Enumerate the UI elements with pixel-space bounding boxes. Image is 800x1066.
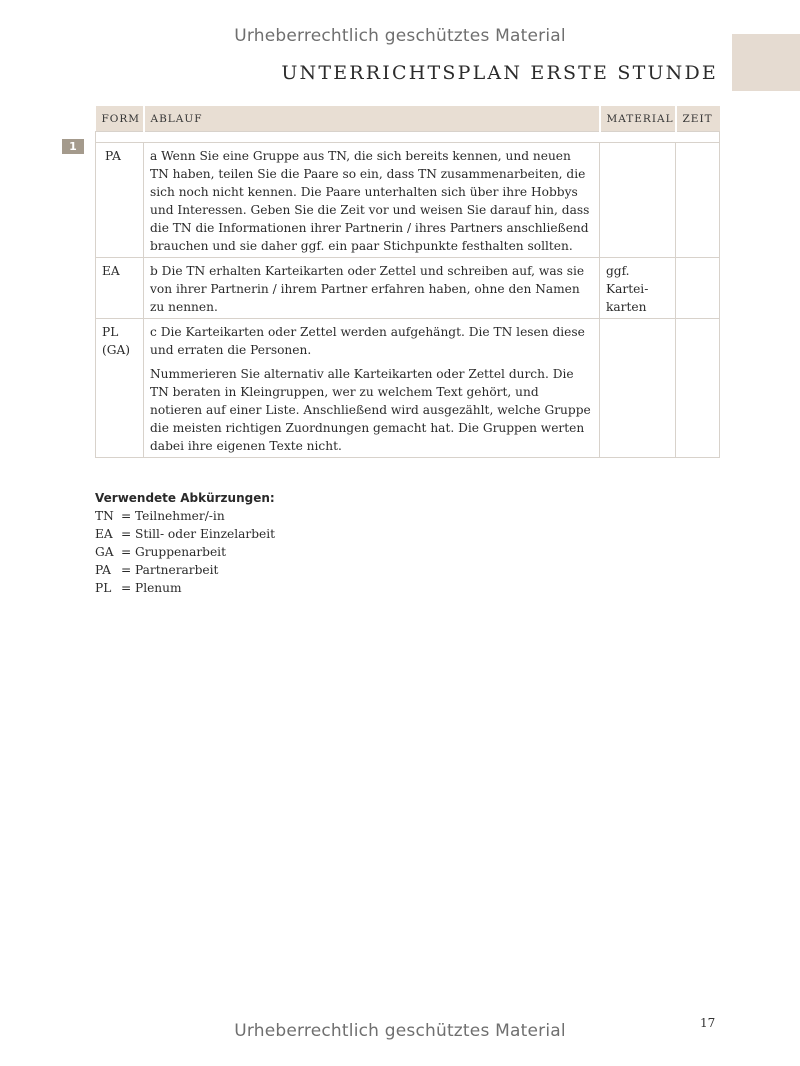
abbreviation-equals: = xyxy=(121,563,132,577)
abbreviation-item xyxy=(95,561,275,579)
cell-material: ggf. Kartei-karten xyxy=(600,258,676,319)
table-row xyxy=(96,319,720,458)
table-row xyxy=(96,143,720,258)
abbreviation-equals: = xyxy=(121,545,132,559)
table-header-row xyxy=(96,106,720,132)
abbreviation-equals: = xyxy=(121,581,132,595)
ablauf-text: a Wenn Sie eine Gruppe aus TN, die sich bereits kennen, und neuen TN haben, teilen Sie die Paare so ein, dass TN zusammenarbeiten, die sich noch nicht kennen. Die Paare unterhalten sich über ihre Hobbys und Interessen. Geben Sie die Zeit vor und weisen Sie darauf hin, dass die TN die Informationen ihrer Partnerin / ihres Partners anschließend brauchen und sie daher ggf. ein paar Stichpunkte festhalten sollten. xyxy=(150,149,590,253)
abbreviation-key: GA xyxy=(95,545,114,559)
corner-tab xyxy=(732,34,800,91)
cell-ablauf xyxy=(144,319,600,458)
abbreviation-key: PL xyxy=(95,581,112,595)
abbreviation-value: Gruppenarbeit xyxy=(135,545,226,559)
cell-form: PL (GA) xyxy=(96,319,144,458)
cell-zeit xyxy=(676,143,720,258)
cell-zeit xyxy=(676,319,720,458)
header-form: FORM xyxy=(96,106,144,132)
header-ablauf: ABLAUF xyxy=(144,106,600,132)
abbreviation-key: EA xyxy=(95,527,113,541)
cell-material xyxy=(600,319,676,458)
ablauf-text: Nummerieren Sie alternativ alle Karteikarten oder Zettel durch. Die TN beraten in Kleingruppen, wer zu welchem Text gehört, und notieren auf einer Liste. Anschließend wird ausgezählt, welche Gruppe die meisten richtigen Zuordnungen gemacht hat. Die Gruppen werten dabei ihre eigenen Texte nicht. xyxy=(150,367,591,453)
page-title: UNTERRICHTSPLAN ERSTE STUNDE xyxy=(281,62,718,84)
abbreviation-value: Partnerarbeit xyxy=(135,563,219,577)
abbreviation-equals: = xyxy=(121,509,132,523)
page-number: 17 xyxy=(700,1016,716,1030)
ablauf-text: b Die TN erhalten Karteikarten oder Zettel und schreiben auf, was sie von ihrer Partnerin / ihrem Partner erfahren haben, ohne den Namen zu nennen. xyxy=(150,264,585,314)
table-row xyxy=(96,258,720,319)
abbreviations-legend xyxy=(95,489,275,597)
abbreviation-item xyxy=(95,579,275,597)
lesson-plan-table xyxy=(95,106,720,458)
watermark-bottom: Urheberrechtlich geschütztes Material xyxy=(234,1021,566,1041)
cell-form: PA xyxy=(96,143,144,258)
abbreviation-equals: = xyxy=(121,527,132,541)
abbreviation-key: TN xyxy=(95,509,114,523)
cell-material xyxy=(600,143,676,258)
abbreviations-title: Verwendete Abkürzungen: xyxy=(95,491,275,505)
abbreviation-value: Still- oder Einzelarbeit xyxy=(135,527,276,541)
abbreviation-value: Teilnehmer/-in xyxy=(135,509,225,523)
abbreviation-key: PA xyxy=(95,563,111,577)
abbreviation-item xyxy=(95,525,275,543)
abbreviation-value: Plenum xyxy=(135,581,182,595)
abbreviation-item xyxy=(95,507,275,525)
abbreviation-item xyxy=(95,543,275,561)
watermark-top: Urheberrechtlich geschütztes Material xyxy=(234,26,566,46)
cell-zeit xyxy=(676,258,720,319)
ablauf-text: c Die Karteikarten oder Zettel werden aufgehängt. Die TN lesen diese und erraten die Personen. xyxy=(150,325,585,357)
cell-ablauf xyxy=(144,143,600,258)
header-material: MATERIAL xyxy=(600,106,676,132)
cell-ablauf xyxy=(144,258,600,319)
header-zeit: ZEIT xyxy=(676,106,720,132)
cell-form: EA xyxy=(96,258,144,319)
step-badge: 1 xyxy=(62,139,84,154)
